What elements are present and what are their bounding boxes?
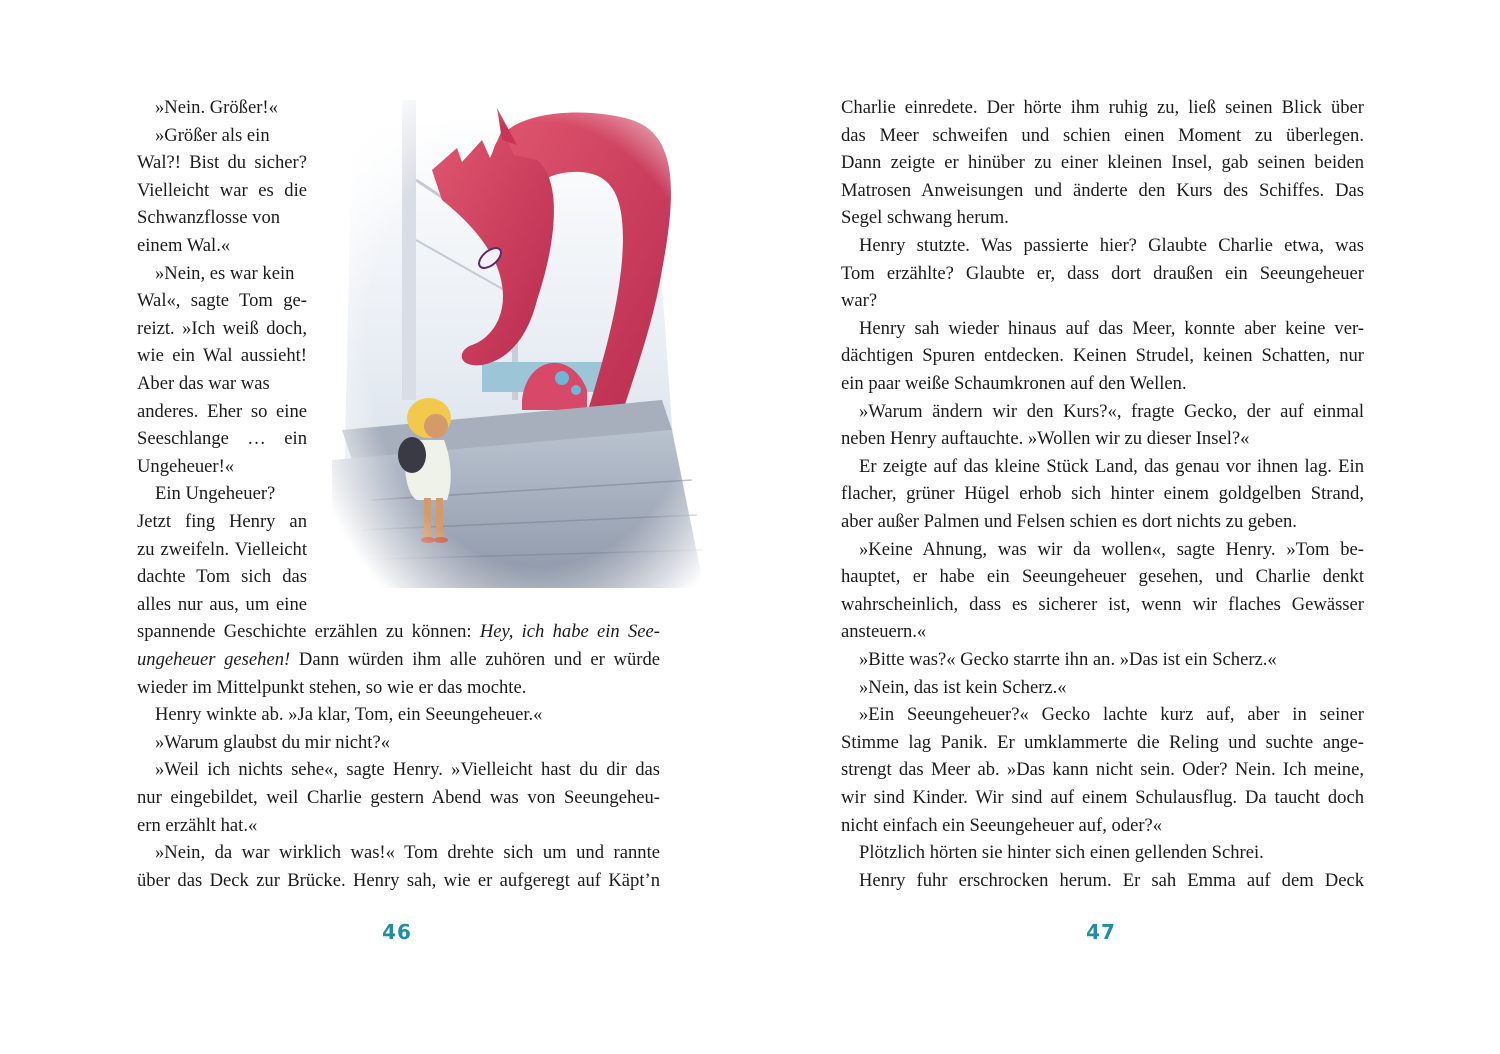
text-line: wir sind Kinder. Wir sind auf einem Schulausflug. Da taucht doch xyxy=(841,787,1364,808)
text-line: aber außer Palmen und Felsen schien es dort nichts zu geben. xyxy=(841,511,1297,532)
sea-serpent-illustration xyxy=(332,100,706,588)
text-line: Wal«, sagte Tom ge- xyxy=(137,290,307,312)
text-line: »Warum glaubst du mir nicht?« xyxy=(155,731,391,753)
text-line: Schwanzflosse von xyxy=(137,207,281,229)
text-line: Dann zeigte er hinüber zu einer kleinen Insel, gab seinen beiden xyxy=(841,152,1364,174)
text-line: Er zeigte auf das kleine Stück Land, das genau vor ihnen lag. Ein xyxy=(859,455,1364,477)
text-line: Plötzlich hörten sie hinter sich einen gellenden Schrei. xyxy=(859,842,1264,864)
text-line: Ein Ungeheuer? xyxy=(155,483,276,505)
italic-phrase: Hey, ich habe ein See- xyxy=(479,621,660,643)
text-line: »Warum ändern wir den Kurs?«, fragte Gecko, der auf einmal xyxy=(859,400,1364,422)
text-line: Vielleicht war es die xyxy=(137,179,307,201)
text-line xyxy=(137,646,660,674)
text-line: Seeschlange … ein xyxy=(137,428,307,450)
text-line: »Nein, es war kein xyxy=(155,262,295,284)
text-line: Tom erzählte? Glaubte er, dass dort draußen ein Seeungeheuer xyxy=(841,262,1364,284)
text-line: Ungeheuer!« xyxy=(137,455,235,477)
page-number-right: 47 xyxy=(1086,920,1116,944)
text-line: Henry fuhr erschrocken herum. Er sah Emma auf dem Deck xyxy=(859,869,1364,891)
text-line: wie ein Wal aussieht! xyxy=(137,345,307,367)
text-line: Charlie einredete. Der hörte ihm ruhig zu, ließ seinen Blick über xyxy=(841,97,1364,118)
text-line: »Weil ich nichts sehe«, sagte Henry. »Vielleicht hast du dir das xyxy=(155,759,660,781)
text-line: Wal?! Bist du sicher? xyxy=(137,152,307,174)
italic-phrase: ungeheuer gesehen! xyxy=(137,649,291,670)
text-line: dachte Tom sich das xyxy=(137,566,307,588)
text-line: anderes. Eher so eine xyxy=(137,400,307,422)
text-line: »Nein. Größer!« xyxy=(155,97,278,118)
text-line: Henry sah wieder hinaus auf das Meer, konnte aber keine ver- xyxy=(859,317,1364,339)
text-line: nur eingebildet, weil Charlie gestern Abend was von Seeungeheu- xyxy=(137,787,660,808)
text-span: Dann würden ihm alle zuhören und er würde xyxy=(298,649,660,670)
text-line: strengt das Meer ab. »Das kann nicht sein. Oder? Nein. Ich meine, xyxy=(841,759,1364,781)
text-line: das Meer schweifen und schien einen Moment zu überlegen. xyxy=(841,124,1364,146)
text-line: hauptet, er habe ein Seeungeheuer gesehen, und Charlie denkt xyxy=(841,566,1364,588)
text-line: nicht einfach ein Seeungeheuer auf, oder?« xyxy=(841,814,1163,836)
text-line: einem Wal.« xyxy=(137,235,231,256)
text-line: war? xyxy=(841,290,878,312)
right-page xyxy=(750,0,1500,1054)
text-line: Aber das war was xyxy=(137,373,270,394)
text-line: ansteuern.« xyxy=(841,621,927,643)
text-line: »Größer als ein xyxy=(155,124,270,146)
text-line: Henry stutzte. Was passierte hier? Glaubte Charlie etwa, was xyxy=(859,235,1364,256)
text-line: »Bitte was?« Gecko starrte ihn an. »Das ist ein Scherz.« xyxy=(859,649,1277,670)
text-line: Stimme lag Panik. Er umklammerte die Reling und suchte ange- xyxy=(841,731,1364,753)
text-line xyxy=(137,618,660,646)
text-line: über das Deck zur Brücke. Henry sah, wie er aufgeregt auf Käpt’n xyxy=(137,869,660,891)
text-line: ern erzählt hat.« xyxy=(137,814,258,836)
text-line: Jetzt fing Henry an xyxy=(137,511,307,532)
text-span: spannende Geschichte erzählen zu können: xyxy=(137,621,472,643)
text-line: reizt. »Ich weiß doch, xyxy=(137,317,307,339)
text-line: wieder im Mittelpunkt stehen, so wie er das mochte. xyxy=(137,676,527,698)
text-line: neben Henry auftauchte. »Wollen wir zu dieser Insel?« xyxy=(841,428,1250,450)
text-line: Segel schwang herum. xyxy=(841,207,1009,229)
text-line: Henry winkte ab. »Ja klar, Tom, ein Seeungeheuer.« xyxy=(155,704,543,726)
text-line: »Ein Seeungeheuer?« Gecko lachte kurz auf, aber in seiner xyxy=(859,704,1364,726)
text-line: wahrscheinlich, dass es sicherer ist, wenn wir flaches Gewässer xyxy=(841,593,1364,615)
page-number-left: 46 xyxy=(382,920,412,944)
text-line: alles nur aus, um eine xyxy=(137,593,307,615)
text-line: dächtigen Spuren entdecken. Keinen Strudel, keinen Schatten, nur xyxy=(841,345,1364,367)
text-line: »Keine Ahnung, was wir da wollen«, sagte Henry. »Tom be- xyxy=(859,538,1364,560)
text-line: flacher, grüner Hügel erhob sich hinter einem goldgelben Strand, xyxy=(841,483,1364,505)
text-line: Matrosen Anweisungen und änderte den Kurs des Schiffes. Das xyxy=(841,179,1364,201)
text-line: zu zweifeln. Vielleicht xyxy=(137,538,307,560)
text-line: »Nein, das ist kein Scherz.« xyxy=(859,676,1067,698)
text-line: »Nein, da war wirklich was!« Tom drehte sich um und rannte xyxy=(155,842,660,864)
text-line: ein paar weiße Schaumkronen auf den Wellen. xyxy=(841,373,1187,394)
